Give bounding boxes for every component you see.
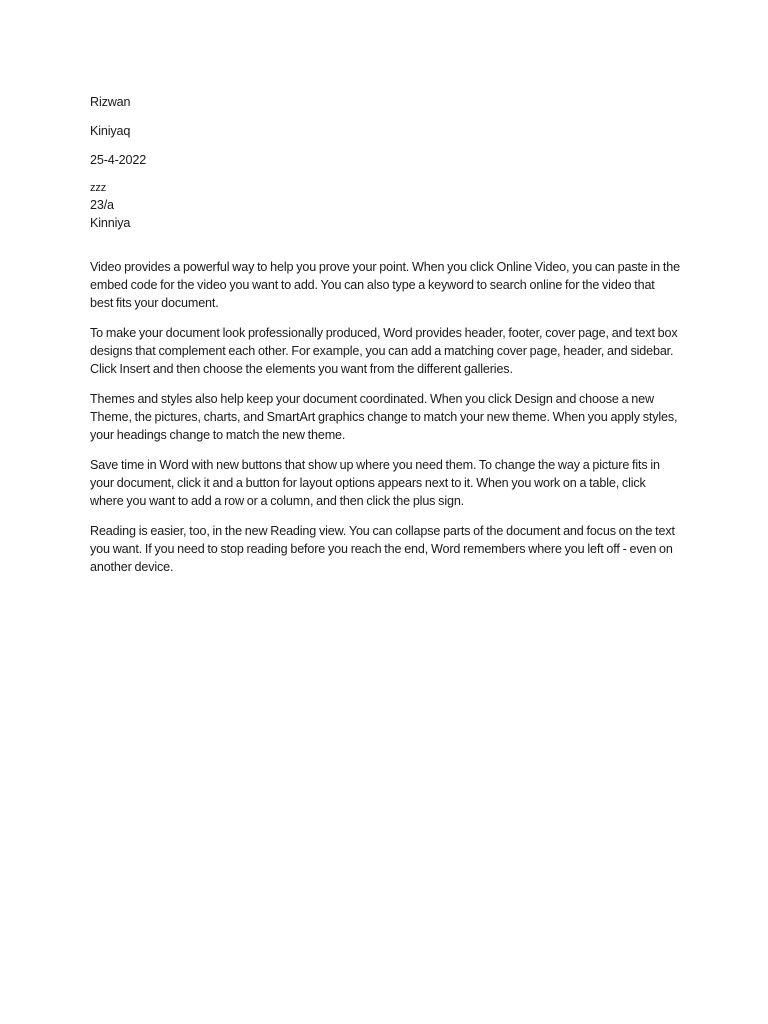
recipient-address (90, 180, 680, 232)
address-line-2: 23/a (90, 198, 114, 212)
body-paragraph-4: Save time in Word with new buttons that show up where you need them. To change the way a picture fits in your document, click it and a button for layout options appears next to it. When you work on a table, click where you want to add a row or a column, and then click the plus sign. (90, 458, 660, 508)
body-paragraph-5: Reading is easier, too, in the new Reading view. You can collapse parts of the document and focus on the text you want. If you need to stop reading before you reach the end, Word remembers where you left off - even on another device. (90, 524, 675, 574)
address-line-3: Kinniya (90, 216, 131, 230)
body-paragraph-2: To make your document look professionally produced, Word provides header, footer, cover page, and text box designs that complement each other. For example, you can add a matching cover page, header, and sidebar. Click Insert and then choose the elements you want from the different galleries. (90, 326, 678, 376)
sender-name: Rizwan (90, 95, 131, 109)
body-paragraph-1: Video provides a powerful way to help you prove your point. When you click Online Video, you can paste in the embed code for the video you want to add. You can also type a keyword to search online for the video that best fits your document. (90, 260, 680, 310)
sender-city: Kiniyaq (90, 124, 131, 138)
body-paragraph-3: Themes and styles also help keep your document coordinated. When you click Design and choose a new Theme, the pictures, charts, and SmartArt graphics change to match your new theme. When you apply styles, your headings change to match the new theme. (90, 392, 678, 442)
address-line-1: zzz (90, 182, 107, 194)
letter-date: 25-4-2022 (90, 153, 147, 167)
document-content (90, 93, 680, 588)
